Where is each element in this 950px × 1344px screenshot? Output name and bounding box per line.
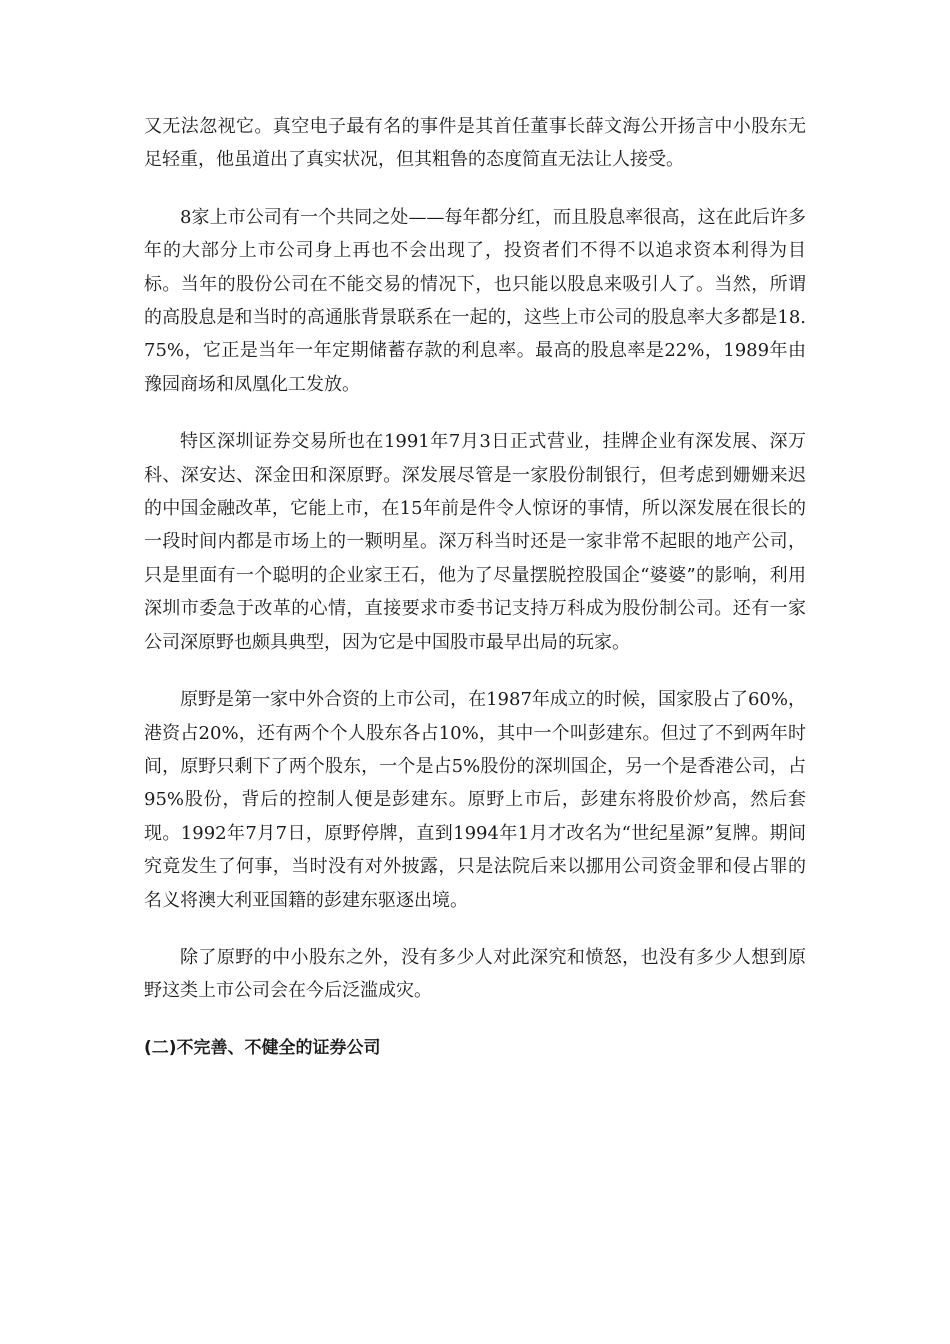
paragraph-spacer bbox=[144, 401, 806, 425]
section-heading: (二)不完善、不健全的证券公司 bbox=[144, 1037, 381, 1058]
paragraph-yuanye: 原野是第一家中外合资的上市公司，在1987年成立的时候，国家股占了60%，港资占20%，还有两个个人股东各占10%，其中一个叫彭建东。但过了不到两年时间，原野只剩下了两个股东，一个是占5%股份的深圳国企，另一个是香港公司，占95%股份，背后的控制人便是彭建东。原野上市后，彭建东将股价炒高，然后套现。1992年7月7日，原野停牌，直到1994年1月才改名为“世纪星源”复牌。期间究竟发生了何事，当时没有对外披露，只是法院后来以挪用公司资金罪和侵占罪的名义将澳大利亚国籍的彭建东驱逐出境。 bbox=[144, 689, 806, 911]
paragraph-continuation: 又无法忽视它。真空电子最有名的事件是其首任董事长薛文海公开扬言中小股东无足轻重，他虽道出了真实状况，但其粗鲁的态度简直无法让人接受。 bbox=[144, 116, 806, 171]
paragraph-dividends: 8家上市公司有一个共同之处——每年都分红，而且股息率很高，这在此后许多年的大部分上市公司身上再也不会出现了，投资者们不得不以追求资本利得为目标。当年的股份公司在不能交易的情况下，也只能以股息来吸引人了。当然，所谓的高股息是和当时的高通胀背景联系在一起的，这些上市公司的股息率大多都是18.75%，它正是当年一年定期储蓄存款的利息率。最高的股息率是22%，1989年由豫园商场和凤凰化工发放。 bbox=[144, 206, 806, 395]
paragraph-shareholders: 除了原野的中小股东之外，没有多少人对此深究和愤怒，也没有多少人想到原野这类上市公司会在今后泛滥成灾。 bbox=[144, 946, 806, 1002]
document-body bbox=[144, 110, 806, 1065]
paragraph-shenzhen-exchange: 特区深圳证券交易所也在1991年7月3日正式营业，挂牌企业有深发展、深万科、深安达、深金田和深原野。深发展尽管是一家股份制银行，但考虑到姗姗来迟的中国金融改革，它能上市，在15年前是件令人惊讶的事情，所以深发展在很长的一段时间内都是市场上的一颗明星。深万科当时还是一家非常不起眼的地产公司，只是里面有一个聪明的企业家王石，他为了尽量摆脱控股国企“婆婆”的影响，利用深圳市委急于改革的心情，直接要求市委书记支持万科成为股份制公司。还有一家公司深原野也颇具典型，因为它是中国股市最早出局的玩家。 bbox=[144, 431, 806, 653]
paragraph-spacer bbox=[144, 177, 806, 201]
paragraph-spacer bbox=[144, 1008, 806, 1032]
paragraph-spacer bbox=[144, 917, 806, 941]
paragraph-spacer bbox=[144, 659, 806, 683]
